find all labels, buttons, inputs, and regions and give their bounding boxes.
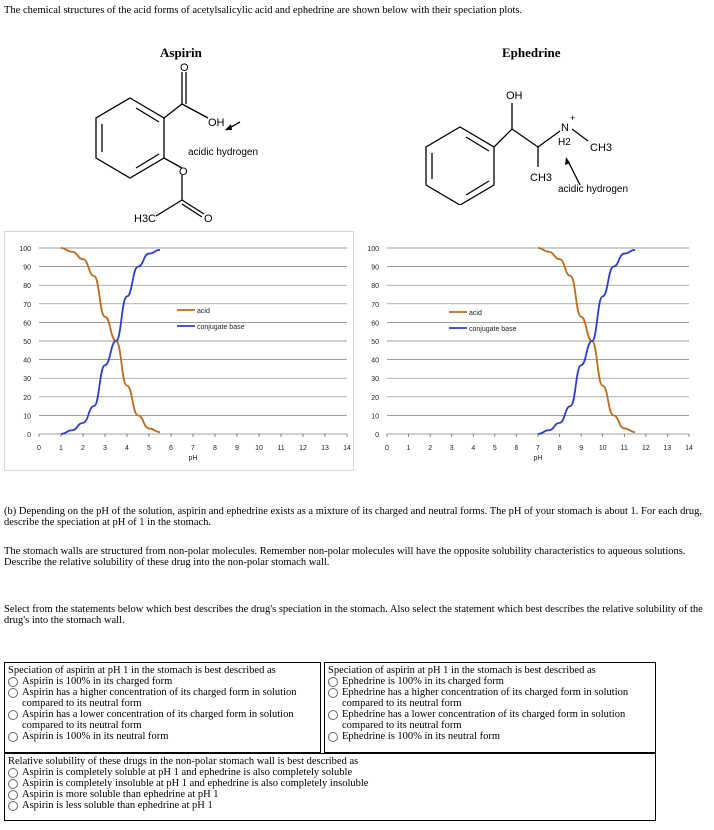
aspirin-oh: OH	[208, 117, 225, 129]
radio-button[interactable]	[328, 688, 338, 698]
legend-label: conjugate base	[469, 326, 517, 333]
x-tick-label: 14	[343, 445, 351, 452]
x-tick-label: 5	[147, 445, 151, 452]
q1-option-3[interactable]	[8, 731, 317, 742]
x-tick-label: 3	[103, 445, 107, 452]
y-tick-label: 0	[27, 432, 31, 439]
ephedrine-speciation-question	[324, 662, 656, 753]
series-line-conjugate-base	[61, 250, 160, 434]
q1-option-label: Aspirin is 100% in its charged form	[22, 676, 173, 687]
x-tick-label: 4	[471, 445, 476, 452]
series-line-acid	[538, 248, 635, 432]
radio-button[interactable]	[8, 710, 18, 720]
series-line-acid	[61, 248, 160, 432]
x-tick-label: 9	[579, 445, 584, 452]
x-tick-label: 13	[663, 445, 672, 452]
aspirin-speciation-question	[4, 662, 321, 753]
x-tick-label: 7	[536, 445, 540, 452]
y-tick-label: 50	[371, 339, 379, 346]
q1-option-1[interactable]	[8, 687, 317, 709]
x-tick-label: 6	[169, 445, 173, 452]
ephedrine-n: N	[561, 122, 569, 134]
y-tick-label: 10	[23, 413, 31, 421]
y-tick-label: 90	[23, 264, 31, 272]
select-instruction: Select from the statements below which best describes the drug's speciation in the stomach. Also select the statement which best describes the relative solubility of the drug's into the stomach wall.	[4, 604, 703, 626]
q1-option-label: Aspirin has a higher concentration of its charged form in solution compared to its neutral form	[22, 687, 297, 709]
y-tick-label: 90	[371, 264, 379, 272]
series-line-conjugate-base	[538, 250, 635, 434]
ephedrine-structure	[420, 85, 660, 205]
y-tick-label: 80	[23, 283, 31, 291]
x-tick-label: 2	[428, 445, 433, 452]
q2-option-1[interactable]	[328, 687, 652, 709]
y-tick-label: 10	[371, 413, 379, 421]
intro-text: The chemical structures of the acid forms of acetylsalicylic acid and ephedrine are shown below with their speciation plots.	[4, 5, 523, 16]
x-tick-label: 1	[406, 445, 411, 452]
y-tick-label: 0	[375, 432, 379, 439]
q2-option-3[interactable]	[328, 731, 652, 742]
part-b-question: (b) Depending on the pH of the solution, aspirin and ephedrine exists as a mixture of its charged and neutral forms. The pH of your stomach is about 1. For each drug, describe the speciation at pH of 1 in the stomach.	[4, 506, 702, 528]
y-tick-label: 30	[23, 376, 31, 384]
q3-option-3[interactable]	[8, 800, 652, 811]
x-tick-label: 9	[235, 445, 239, 452]
q1-header: Speciation of aspirin at pH 1 in the stomach is best described as	[8, 665, 276, 676]
radio-button[interactable]	[8, 790, 18, 800]
q3-option-2[interactable]	[8, 789, 652, 800]
aspirin-title: Aspirin	[160, 45, 202, 60]
x-tick-label: 11	[277, 445, 285, 452]
q3-option-0[interactable]	[8, 767, 652, 778]
aspirin-h3c: H3C	[134, 213, 157, 225]
y-tick-label: 70	[23, 301, 31, 309]
x-tick-label: 12	[641, 445, 650, 452]
legend-label: conjugate base	[197, 324, 245, 331]
q2-option-2[interactable]	[328, 709, 652, 731]
x-axis-label: pH	[188, 455, 198, 462]
y-tick-label: 40	[23, 357, 31, 365]
ephedrine-title: Ephedrine	[502, 45, 561, 60]
aspirin-speciation-chart	[5, 232, 353, 470]
y-tick-label: 70	[371, 301, 379, 309]
legend-label: acid	[469, 310, 482, 317]
radio-button[interactable]	[328, 677, 338, 687]
aspirin-o-top: O	[180, 62, 189, 74]
ephedrine-plus: +	[570, 113, 576, 123]
x-tick-label: 10	[255, 445, 263, 452]
q2-option-label: Ephedrine is 100% in its charged form	[342, 676, 504, 687]
q2-header: Speciation of aspirin at pH 1 in the stomach is best described as	[328, 665, 596, 676]
radio-button[interactable]	[8, 732, 18, 742]
y-tick-label: 60	[371, 320, 379, 328]
radio-button[interactable]	[8, 677, 18, 687]
q2-option-label: Ephedrine has a higher concentration of its charged form in solution compared to its neutral form	[342, 687, 629, 709]
q1-option-2[interactable]	[8, 709, 317, 731]
ephedrine-chart-frame	[358, 231, 706, 471]
aspirin-acidic-label: acidic hydrogen	[188, 147, 259, 158]
x-tick-label: 5	[492, 445, 497, 452]
ephedrine-ch3-bottom: CH3	[530, 172, 553, 184]
radio-button[interactable]	[8, 768, 18, 778]
x-tick-label: 10	[598, 445, 607, 452]
x-tick-label: 11	[620, 445, 628, 452]
radio-button[interactable]	[328, 732, 338, 742]
x-tick-label: 6	[514, 445, 519, 452]
stomach-wall-text: The stomach walls are structured from non-polar molecules. Remember non-polar molecules will have the opposite solubility characteristics to aqueous solutions. Describe the relative solubility of these drug into the non-polar stomach wall.	[4, 546, 686, 568]
y-tick-label: 100	[19, 246, 31, 253]
q3-option-label: Aspirin is more soluble than ephedrine at pH 1	[22, 789, 219, 800]
solubility-question	[4, 753, 656, 821]
aspirin-structure	[90, 60, 290, 230]
x-axis-label: pH	[533, 455, 543, 462]
q2-option-label: Ephedrine has a lower concentration of its charged form in solution compared to its neutral form	[342, 709, 626, 731]
y-tick-label: 80	[371, 283, 379, 291]
radio-button[interactable]	[328, 710, 338, 720]
ephedrine-acidic-label: acidic hydrogen	[558, 184, 629, 195]
y-tick-label: 30	[371, 376, 379, 384]
radio-button[interactable]	[8, 779, 18, 789]
y-tick-label: 40	[371, 357, 379, 365]
x-tick-label: 0	[385, 445, 389, 452]
y-tick-label: 60	[23, 320, 31, 328]
aspirin-o-mid: O	[179, 166, 188, 178]
aspirin-o-bot: O	[204, 213, 213, 225]
ephedrine-ch3-right: CH3	[590, 142, 613, 154]
q3-header: Relative solubility of these drugs in the non-polar stomach wall is best described as	[8, 756, 359, 767]
radio-button[interactable]	[8, 688, 18, 698]
q2-option-0[interactable]	[328, 676, 652, 687]
y-tick-label: 50	[23, 339, 31, 346]
aspirin-chart-frame	[4, 231, 354, 471]
ephedrine-speciation-chart	[359, 232, 705, 470]
x-tick-label: 12	[299, 445, 307, 452]
y-tick-label: 20	[371, 394, 379, 402]
x-tick-label: 0	[37, 445, 41, 452]
q1-option-0[interactable]	[8, 676, 317, 687]
x-tick-label: 8	[213, 445, 217, 452]
q3-option-1[interactable]	[8, 778, 652, 789]
q3-option-label: Aspirin is completely soluble at pH 1 and ephedrine is also completely soluble	[22, 767, 353, 778]
legend-label: acid	[197, 308, 210, 315]
y-tick-label: 20	[23, 394, 31, 402]
radio-button[interactable]	[8, 801, 18, 811]
q1-option-label: Aspirin has a lower concentration of its charged form in solution compared to its neutral form	[22, 709, 294, 731]
q3-option-label: Aspirin is completely insoluble at pH 1 and ephedrine is also completely insoluble	[22, 778, 369, 789]
q1-option-label: Aspirin is 100% in its neutral form	[22, 731, 169, 742]
x-tick-label: 7	[191, 445, 195, 452]
x-tick-label: 13	[321, 445, 329, 452]
y-tick-label: 100	[367, 246, 379, 253]
q2-option-label: Ephedrine is 100% in its neutral form	[342, 731, 501, 742]
x-tick-label: 3	[449, 445, 454, 452]
ephedrine-h2: H2	[558, 137, 571, 148]
x-tick-label: 8	[557, 445, 562, 452]
x-tick-label: 4	[125, 445, 129, 452]
q3-option-label: Aspirin is less soluble than ephedrine at pH 1	[22, 800, 213, 811]
x-tick-label: 1	[59, 445, 63, 452]
x-tick-label: 2	[81, 445, 85, 452]
x-tick-label: 14	[685, 445, 693, 452]
ephedrine-oh: OH	[506, 90, 523, 102]
